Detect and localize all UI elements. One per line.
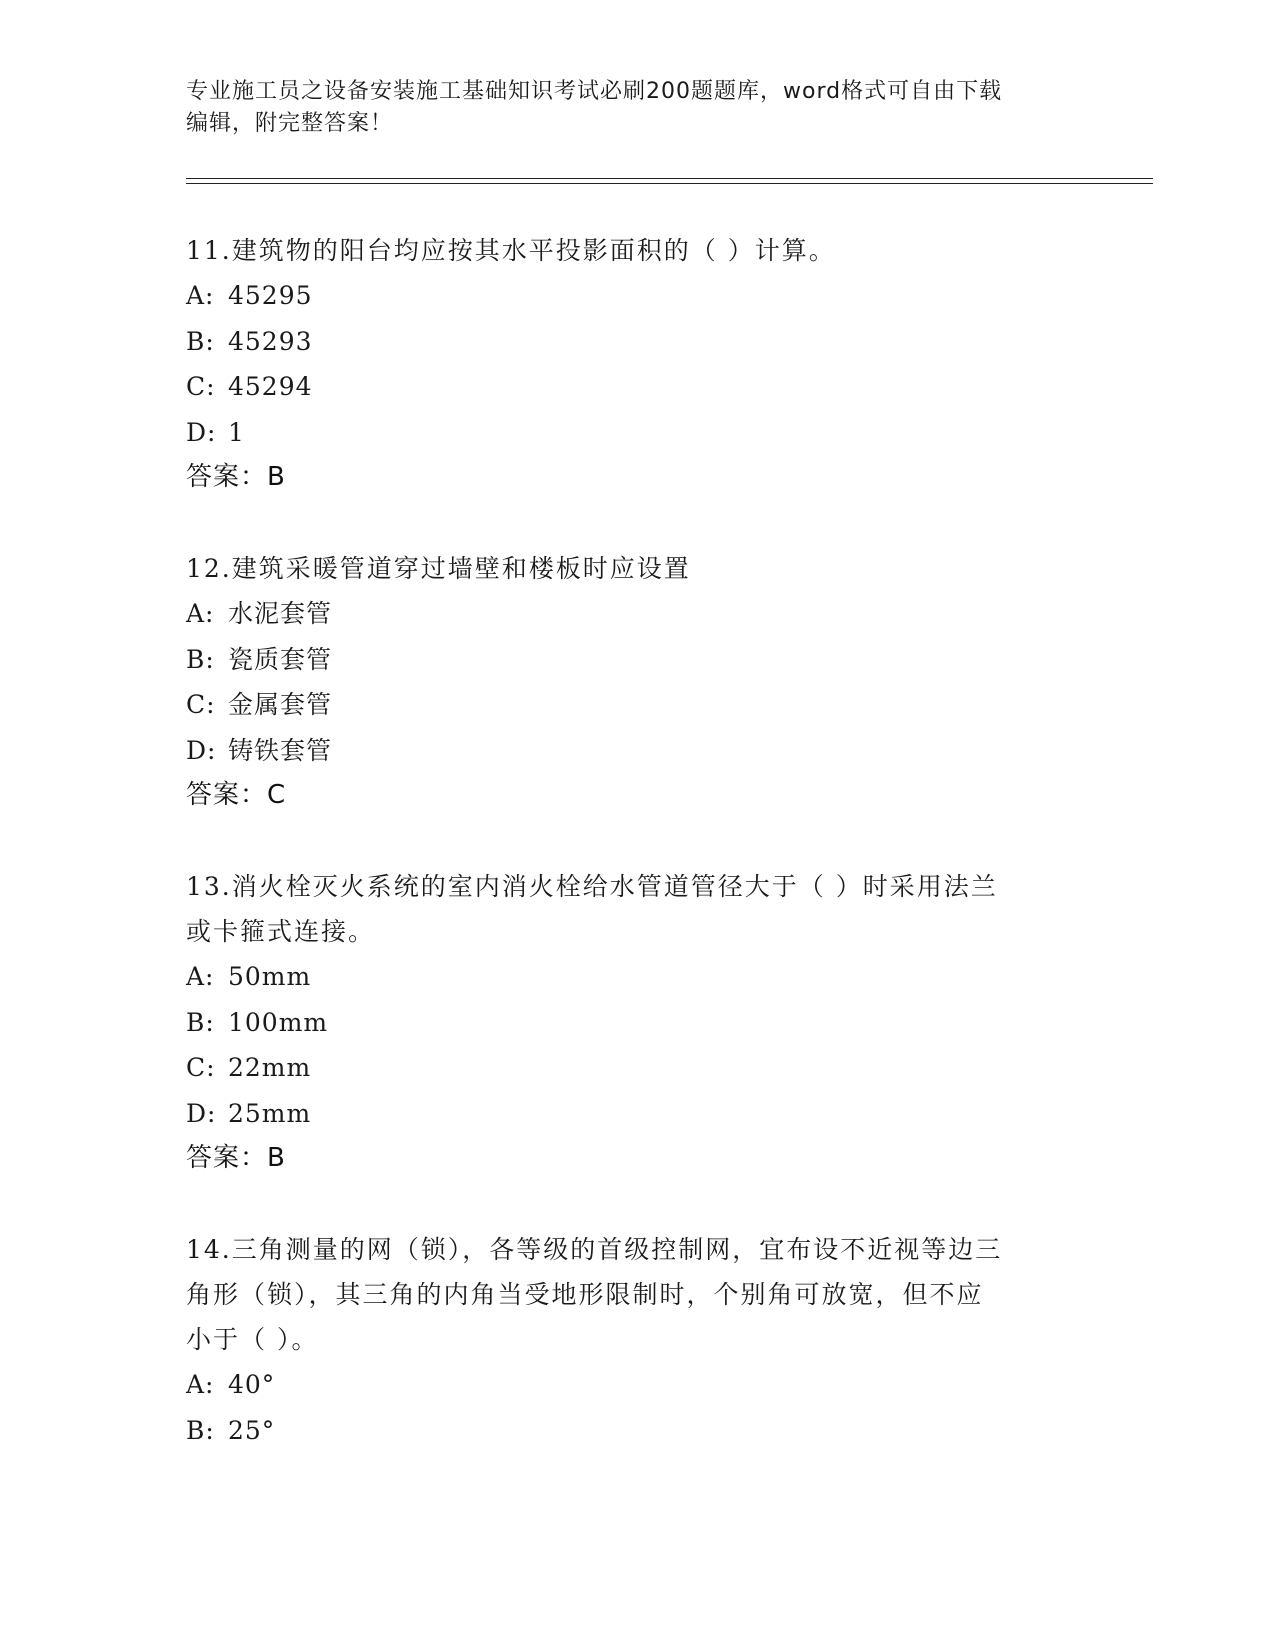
answer-key: 答案：C [186,780,287,810]
question-14 [186,1227,1076,1453]
question-stem-line-1: 13.消火栓灭火系统的室内消火栓给水管道管径大于（ ）时采用法兰 [186,872,998,901]
question-stem: 12.建筑采暖管道穿过墙壁和楼板时应设置 [186,554,691,583]
option-letter: D: [186,1098,217,1128]
question-stem: 11.建筑物的阳台均应按其水平投影面积的（ ）计算。 [186,236,836,265]
option-text: 100mm [228,1007,329,1037]
option-b [186,319,1076,365]
option-a [186,954,1076,1000]
question-13 [186,864,1076,1180]
option-text: 1 [228,417,245,447]
option-a [186,1362,1076,1408]
option-b [186,1000,1076,1046]
option-letter: B: [186,326,215,356]
option-b [186,1408,1076,1454]
option-text: 水泥套管 [228,599,333,628]
option-d [186,1091,1076,1137]
option-c [186,364,1076,410]
question-stem-line-3: 小于（ ）。 [186,1325,319,1354]
option-text: 瓷质套管 [228,644,333,674]
option-letter: C: [186,690,216,719]
question-stem-line-2: 角形（锁），其三角的内角当受地形限制时，个别角可放宽，但不应 [186,1280,984,1309]
option-c [186,682,1076,728]
option-d [186,410,1076,456]
option-letter: B: [186,1007,215,1037]
option-letter: B: [186,644,215,674]
option-letter: C: [186,372,216,401]
option-a [186,273,1076,319]
option-c [186,1045,1076,1091]
option-text: 金属套管 [228,690,333,719]
option-letter: A: [186,1370,215,1399]
option-text: 45294 [228,372,313,401]
option-b [186,637,1076,683]
option-letter: A: [186,962,215,991]
option-text: 50mm [228,962,312,991]
question-11 [186,228,1076,499]
option-letter: C: [186,1053,216,1082]
option-text: 45295 [228,281,313,310]
header-title-line-2: 编辑，附完整答案！ [186,111,394,136]
option-letter: D: [186,417,217,447]
option-letter: B: [186,1415,215,1445]
header-divider-top [186,178,1153,179]
option-text: 45293 [228,326,313,356]
option-text: 22mm [228,1053,312,1082]
header-title-line-1: 专业施工员之设备安装施工基础知识考试必刷200题题库，word格式可自由下载 [186,79,1003,104]
option-letter: A: [186,599,215,628]
option-d [186,728,1076,774]
question-stem-line-2: 或卡箍式连接。 [186,917,376,946]
option-text: 25° [228,1415,276,1445]
option-text: 铸铁套管 [228,735,333,765]
option-letter: A: [186,281,215,310]
header-divider-bottom [186,183,1153,184]
answer-key: 答案：B [186,462,286,492]
question-12 [186,546,1076,817]
option-text: 25mm [228,1098,312,1128]
question-stem-line-1: 14.三角测量的网（锁），各等级的首级控制网，宜布设不近视等边三 [186,1235,1003,1264]
option-a [186,591,1076,637]
option-text: 40° [228,1370,276,1399]
answer-key: 答案：B [186,1143,286,1173]
option-letter: D: [186,735,217,765]
document-header [186,76,1066,140]
